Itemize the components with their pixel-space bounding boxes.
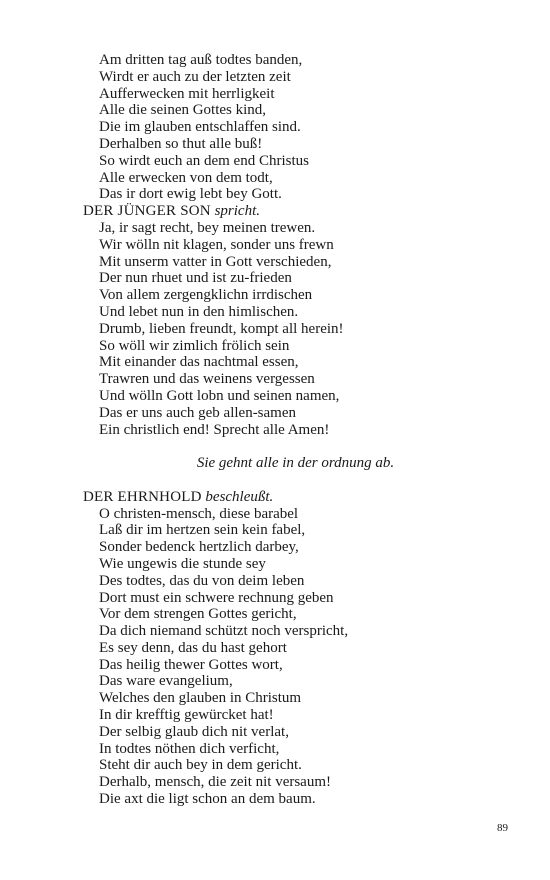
verse-line: So wöll wir zimlich frölich sein xyxy=(99,337,290,354)
speaker-heading xyxy=(83,203,508,220)
verse-line: In todtes nöthen dich verficht, xyxy=(99,740,280,757)
stage-direction: Sie gehnt alle in der ordnung ab. xyxy=(196,455,395,472)
verse-line: Die im glauben entschlaffen sind. xyxy=(99,119,301,136)
verse-line: Am dritten tag auß todtes banden, xyxy=(99,52,303,68)
verse-line: Es sey denn, das du hast gehort xyxy=(99,639,287,656)
verse-line: Aufferwecken mit herrligkeit xyxy=(99,85,275,102)
verse-line: Das heilig thewer Gottes wort, xyxy=(99,656,283,673)
blank-line xyxy=(83,438,508,455)
verse-line: Dort must ein schwere rechnung geben xyxy=(99,589,334,606)
verse-line: Da dich niemand schützt noch verspricht, xyxy=(99,623,349,640)
verse-line: O christen-mensch, diese barabel xyxy=(99,505,299,522)
verse-line: Ja, ir sagt recht, bey meinen trewen. xyxy=(99,219,316,236)
verse-line: In dir krefftig gewürcket hat! xyxy=(99,707,274,724)
verse-line: Und lebet nun in den himlischen. xyxy=(99,303,299,320)
verse-line: Alle erwecken von dem todt, xyxy=(99,169,273,186)
verse-line: Steht dir auch bey in dem gericht. xyxy=(99,757,302,774)
verse-line: Wirdt er auch zu der letzten zeit xyxy=(99,68,291,85)
verse-line: Welches den glauben in Christum xyxy=(99,690,302,707)
speaker-name: DER EHRNHOLD xyxy=(83,488,202,505)
speech-juenger-son xyxy=(83,203,508,438)
verse-line: Mit unserm vatter in Gott verschieden, xyxy=(99,253,332,270)
verse-line: Drumb, lieben freundt, kompt all herein! xyxy=(99,320,344,337)
verse-line: Mit einander das nachtmal essen, xyxy=(99,354,299,371)
verse-line: Laß dir im hertzen sein kein fabel, xyxy=(99,522,306,539)
speaker-name: DER JÜNGER SON xyxy=(83,203,211,220)
page-number: 89 xyxy=(497,822,508,834)
speaker-verb: beschleußt. xyxy=(205,488,274,505)
verse-line: Ein christlich end! Sprecht alle Amen! xyxy=(99,421,330,438)
verse-line: Der nun rhuet und ist zu-frieden xyxy=(99,270,292,287)
verse-line: Derhalben so thut alle buß! xyxy=(99,135,263,152)
speaker-verb: spricht. xyxy=(214,203,260,220)
verse-line: Der selbig glaub dich nit verlat, xyxy=(99,723,289,740)
verse-line: Wir wölln nit klagen, sonder uns frewn xyxy=(99,236,334,253)
verse-line: Vor dem strengen Gottes gericht, xyxy=(99,606,297,623)
blank-line xyxy=(83,472,508,489)
verse-line: Das ware evangelium, xyxy=(99,673,233,690)
verse-line: Und wölln Gott lobn und seinen namen, xyxy=(99,387,340,404)
verse-line: So wirdt euch an dem end Christus xyxy=(99,152,309,169)
speech-ehrnhold xyxy=(83,489,508,808)
verse-line: Derhalb, mensch, die zeit nit versaum! xyxy=(99,774,332,791)
verse-line: Des todtes, das du von deim leben xyxy=(99,572,305,589)
verse-line: Sonder bedenck hertzlich darbey, xyxy=(99,539,299,556)
verse-line: Die axt die ligt schon an dem baum. xyxy=(99,791,316,808)
speech-continued xyxy=(83,52,508,203)
verse-line: Alle die seinen Gottes kind, xyxy=(99,102,267,119)
speaker-heading xyxy=(83,489,508,506)
text-block xyxy=(83,52,508,808)
verse-line: Das er uns auch geb allen-samen xyxy=(99,404,297,421)
verse-line: Das ir dort ewig lebt bey Gott. xyxy=(99,186,282,203)
verse-line: Wie ungewis die stunde sey xyxy=(99,555,266,572)
verse-line: Von allem zergengklichn irrdischen xyxy=(99,287,313,304)
verse-line: Trawren und das weinens vergessen xyxy=(99,371,315,388)
